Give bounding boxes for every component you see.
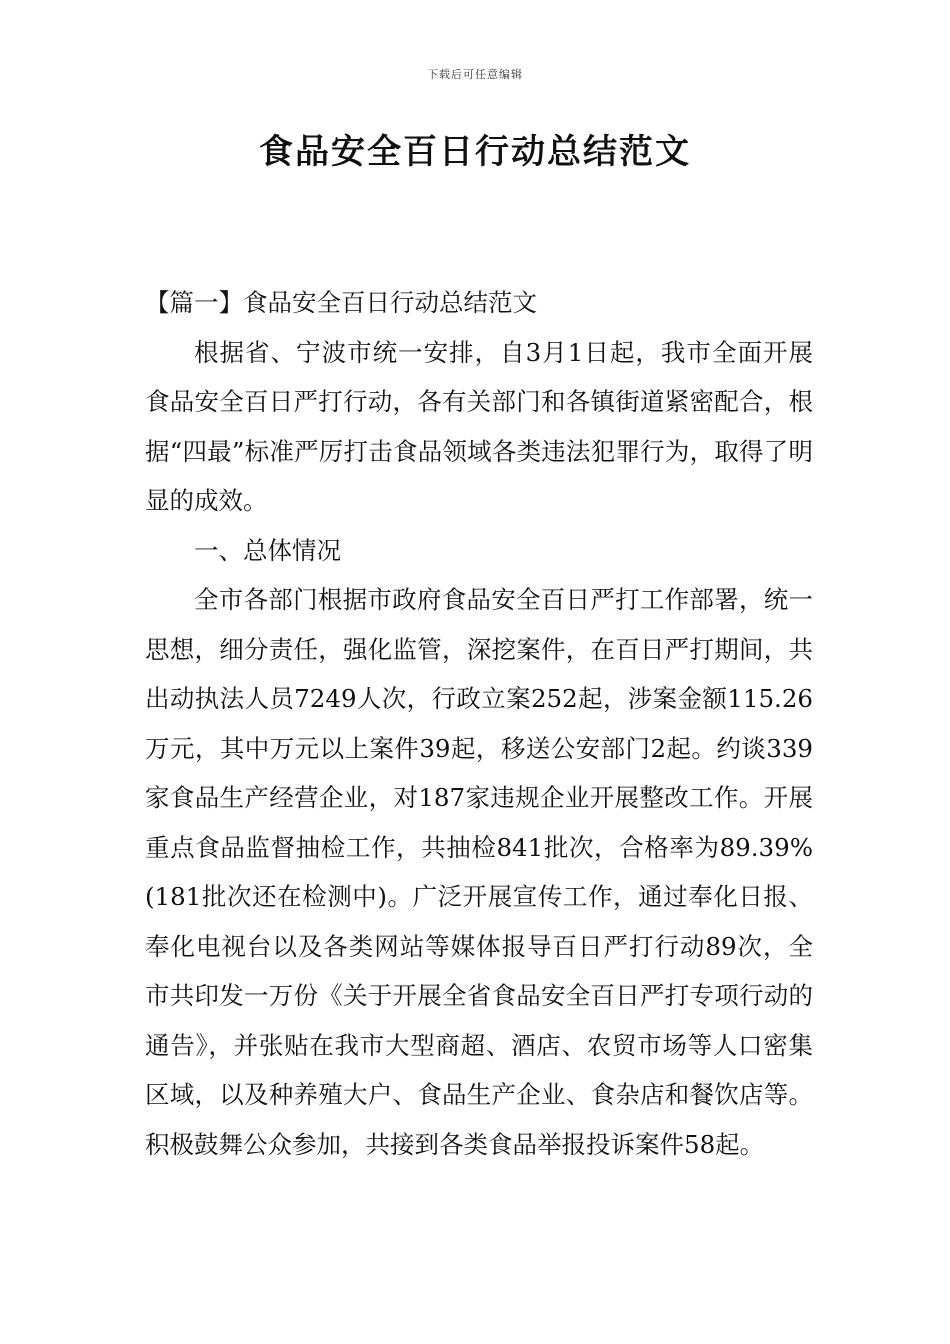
paragraph-intro: 根据省、宁波市统一安排，自3月1日起，我市全面开展食品安全百日严打行动，各有关部门和各镇街道紧密配合，根据“四最”标准严厉打击食品领域各类违法犯罪行为，取得了明显的成效。 [145,337,813,515]
paragraph-overall-situation: 全市各部门根据市政府食品安全百日严打工作部署，统一思想，细分责任，强化监管，深挖案件，在百日严打期间，共出动执法人员7249人次，行政立案252起，涉案金额115.26万元，其中万元以上案件39起，移送公安部门2起。约谈339家食品生产经营企业，对187家违规企业开展整改工作。开展重点食品监督抽检工作，共抽检841批次，合格率为89.39%(181批次还在检测中)。广泛开展宣传工作，通过奉化日报、奉化电视台以及各类网站等媒体报导百日严打行动89次，全市共印发一万份《关于开展全省食品安全百日严打专项行动的通告》，并张贴在我市大型商超、酒店、农贸市场等人口密集区域，以及种养殖大户、食品生产企业、食杂店和餐饮店等。积极鼓舞公众参加，共接到各类食品举报投诉案件58起。 [145,585,813,1159]
document-title: 食品安全百日行动总结范文 [259,132,691,172]
section-title: 【篇一】食品安全百日行动总结范文 [145,288,537,317]
page-header-note: 下载后可任意编辑 [427,68,523,81]
heading-overall-situation: 一、总体情况 [194,535,341,565]
document-body [145,278,813,1169]
